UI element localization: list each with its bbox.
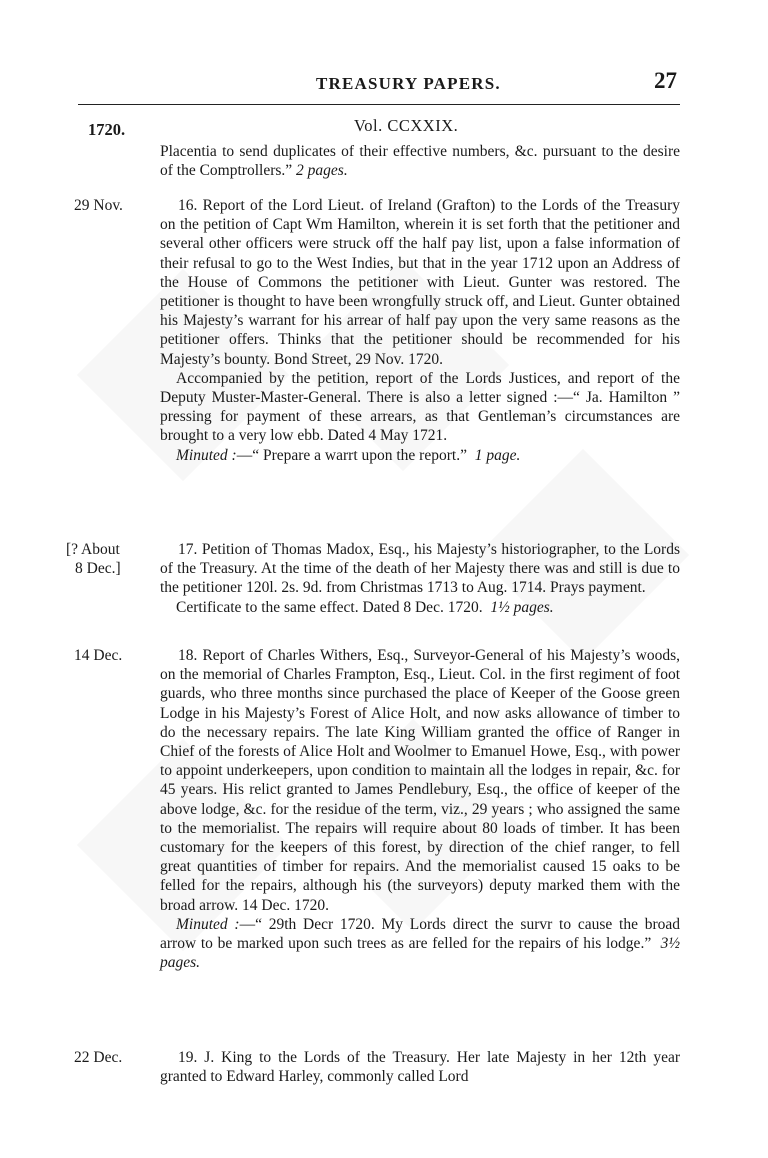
running-head (0, 68, 768, 98)
entry-date: 14 Dec. (74, 647, 123, 664)
entry-body (160, 540, 680, 617)
entry-date: 22 Dec. (74, 1049, 123, 1066)
page-count: 2 pages. (296, 162, 348, 180)
entry-date (66, 540, 146, 578)
minuted-text: —“ 29th Decr 1720. My Lords direct the survr to cause the broad arrow to be marked upon such trees as are felled for the repairs of his lodge.” (160, 915, 680, 953)
page-count: 3½ pages. (160, 935, 681, 972)
continuation-body (160, 142, 680, 180)
minuted-label: Minuted : (176, 446, 237, 464)
page-number: 27 (654, 68, 677, 93)
certificate-text: Certificate to the same effect. Dated 8 Dec. 1720. (176, 598, 483, 616)
entry-paragraph: 16. Report of the Lord Lieut. of Ireland (Grafton) to the Lords of the Treasury on the petition of Capt Wm Hamilton, wherein it is set forth that the petitioner and several other officers were struck off the half pay list, upon a false information of their refusal to go to the West Indies, but that in the year 1712 upon an Address of the House of Commons the petitioner with Lieut. Gunter was restored. The petitioner is thought to have been wrongfully struck off, and Lieut. Gunter obtained his Majesty’s warrant for his arrear of half pay upon the very same reasons as the petitioner offers. Thinks that the petitioner should be recommended for his Majesty’s bounty. Bond Street, 29 Nov. 1720. (160, 197, 680, 368)
volume-heading: Vol. CCXXIX. (354, 116, 459, 135)
entry-body (160, 1048, 680, 1086)
running-title: TREASURY PAPERS. (316, 74, 501, 93)
page-count: 1½ pages. (490, 598, 554, 616)
minuted-label: Minuted : (176, 915, 240, 933)
entry-body (160, 646, 680, 972)
continuation-text: Placentia to send duplicates of their effective numbers, &c. pursuant to the desire of the Comptrollers.” (160, 143, 680, 180)
header-rule (78, 104, 680, 105)
minuted-line (160, 915, 680, 973)
entry-date: 29 Nov. (74, 197, 123, 214)
page-count: 1 page. (474, 446, 521, 464)
entry-date-line: 8 Dec.] (75, 560, 121, 577)
entry-paragraph (160, 598, 680, 617)
entry-paragraph: Accompanied by the petition, report of the Lords Justices, and report of the Deputy Muster-Master-General. There is also a letter signed :—“ Ja. Hamilton ” pressing for payment of these arrears, as that Gentleman’s circumstances are brought to a very low ebb. Dated 4 May 1721. (160, 369, 680, 445)
entry-date-line: [? About (66, 541, 120, 558)
minuted-text: —“ Prepare a warrt upon the report.” (236, 446, 467, 464)
margin-year: 1720. (88, 120, 126, 139)
entry-paragraph: 18. Report of Charles Withers, Esq., Surveyor-General of his Majesty’s woods, on the memorial of Charles Frampton, Esq., Lieut. Col. in the first regiment of foot guards, who three months since purchased the place of Keeper of the Goose green Lodge in his Majesty’s Forest of Alice Holt, and now asks allowance of timber to do the necessary repairs. The late King William granted the office of Ranger in Chief of the forests of Alice Holt and Woolmer to Emanuel Howe, Esq., with power to appoint underkeepers, upon condition to maintain all the lodges in repair, &c. for 45 years. His relict granted to James Pendlebury, Esq., the office of keeper of the above lodge, &c. for the residue of the term, viz., 29 years ; who assigned the same to the memorialist. The repairs will require about 80 loads of timber. It has been customary for the keepers of this forest, by direction of the chief ranger, to fell great quantities of timber for repairs. And the memorialist caused 15 oaks to be felled for the repairs, although his (the surveyors) deputy marked them with the broad arrow. 14 Dec. 1720. (160, 647, 680, 914)
entry-body (160, 196, 680, 465)
entry-paragraph: 19. J. King to the Lords of the Treasury. Her late Majesty in her 12th year granted to Edward Harley, commonly called Lord (160, 1049, 680, 1086)
entry-paragraph: 17. Petition of Thomas Madox, Esq., his Majesty’s historiographer, to the Lords of the Treasury. At the time of the death of her Majesty there was and still is due to the petitioner 120l. 2s. 9d. from Christmas 1713 to Aug. 1714. Prays payment. (160, 541, 680, 597)
minuted-line (160, 446, 680, 465)
